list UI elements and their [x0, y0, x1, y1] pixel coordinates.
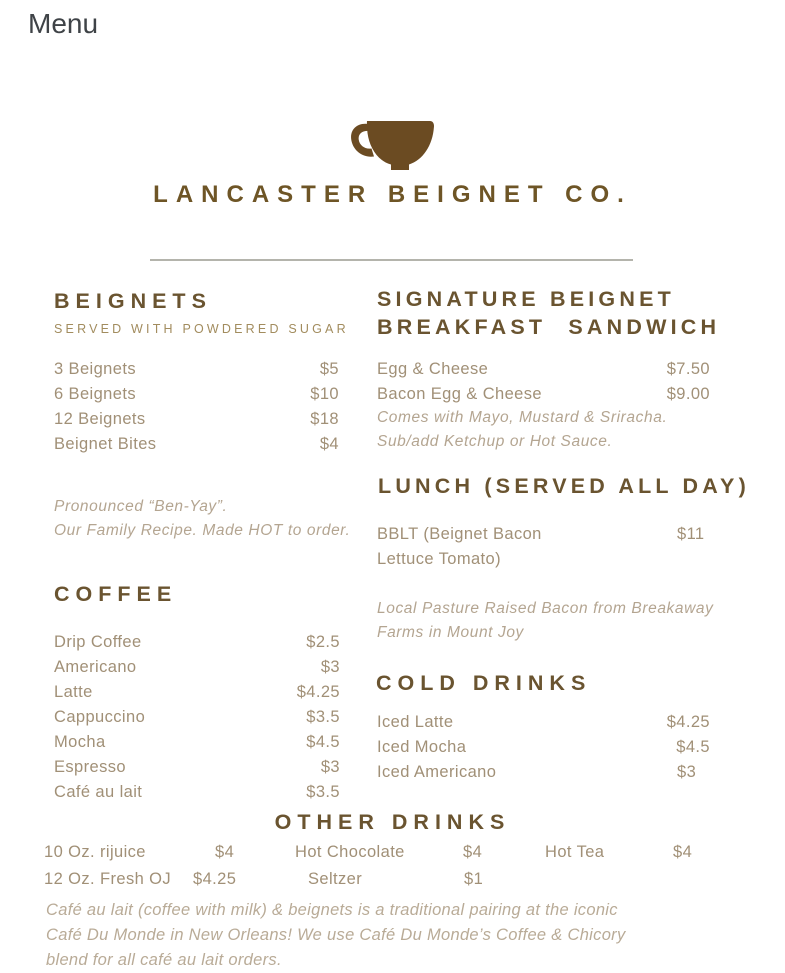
menu-item-row — [54, 630, 340, 655]
item-price: $9.00 — [666, 385, 710, 403]
item-price: $10 — [310, 385, 339, 403]
item-price: $4.5 — [306, 733, 340, 751]
item-name: Hot Tea — [545, 843, 605, 861]
breakfast-list — [377, 357, 710, 407]
item-name: Beignet Bites — [54, 435, 157, 453]
item-name: Cappuccino — [54, 708, 146, 726]
note-line: Local Pasture Raised Bacon from Breakaway — [377, 600, 714, 617]
brand-name: LANCASTER BEIGNET CO. — [153, 181, 632, 208]
item-name: Iced Mocha — [377, 738, 467, 756]
item-price: $18 — [310, 410, 339, 428]
section-title-lunch: LUNCH (SERVED ALL DAY) — [378, 474, 750, 498]
section-title-line: BREAKFAST SANDWICH — [377, 314, 721, 339]
item-name: 6 Beignets — [54, 385, 136, 403]
item-name: 12 Oz. Fresh OJ — [44, 870, 172, 888]
footer-note — [46, 898, 626, 973]
item-price: $7.50 — [666, 360, 710, 378]
section-title-beignets: BEIGNETS — [54, 289, 212, 313]
footer-note-line: blend for all café au lait orders. — [46, 951, 282, 969]
coffee-list — [54, 630, 340, 805]
item-name: 10 Oz. rijuice — [44, 843, 146, 861]
section-subtitle-beignets: SERVED WITH POWDERED SUGAR — [54, 322, 349, 336]
menu-item-row — [54, 407, 339, 432]
item-name: Espresso — [54, 758, 126, 776]
item-name: Mocha — [54, 733, 106, 751]
section-title-other-drinks: OTHER DRINKS — [274, 810, 511, 834]
item-price: $5 — [319, 360, 339, 378]
item-name: Egg & Cheese — [377, 360, 489, 378]
breakfast-note — [377, 406, 667, 453]
menu-item-row — [377, 760, 710, 785]
lunch-note — [377, 597, 713, 644]
section-title-coffee: COFFEE — [54, 582, 178, 606]
item-price: $4.25 — [193, 870, 237, 888]
item-name: Americano — [54, 658, 137, 676]
item-price: $4.25 — [666, 713, 710, 731]
cold-drinks-list — [377, 710, 710, 785]
divider — [150, 259, 633, 261]
item-price: $4.5 — [676, 738, 710, 756]
section-title-cold-drinks: COLD DRINKS — [376, 671, 592, 695]
menu-item-row — [54, 780, 340, 805]
item-price: $3 — [320, 658, 340, 676]
page-title: Menu — [28, 8, 99, 39]
menu-item-row — [377, 735, 710, 760]
beignets-note — [54, 495, 350, 542]
item-price: $3.5 — [306, 783, 340, 801]
coffee-cup-icon — [350, 121, 434, 179]
menu-item-row — [377, 382, 710, 407]
item-name: Drip Coffee — [54, 633, 142, 651]
section-title-line: SIGNATURE BEIGNET — [377, 287, 675, 311]
item-name: 12 Beignets — [54, 410, 146, 428]
other-drinks-row — [44, 843, 692, 862]
item-price: $2.5 — [306, 633, 340, 651]
note-line: Pronounced “Ben-Yay”. — [54, 498, 228, 515]
footer-note-line: Café au lait (coffee with milk) & beignets is a traditional pairing at the iconic — [46, 901, 618, 919]
menu-item-row — [54, 680, 340, 705]
item-price: $3 — [677, 763, 697, 781]
item-price: $4 — [673, 843, 693, 861]
menu-item-row — [377, 522, 710, 572]
item-price: $3.5 — [306, 708, 340, 726]
lunch-list — [377, 522, 710, 572]
menu-item-row — [54, 755, 340, 780]
item-name: Bacon Egg & Cheese — [377, 385, 542, 403]
menu-item-row — [377, 357, 710, 382]
item-price: $4 — [215, 843, 235, 861]
menu-item-row — [54, 382, 339, 407]
note-line: Farms in Mount Joy — [377, 623, 524, 641]
item-name: Hot Chocolate — [295, 843, 405, 861]
item-price: $1 — [464, 870, 484, 888]
item-name: Iced Latte — [377, 713, 454, 731]
note-line: Our Family Recipe. Made HOT to order. — [54, 521, 351, 539]
item-name: BBLT (Beignet Bacon Lettuce Tomato) — [377, 525, 542, 568]
beignets-list — [54, 357, 339, 457]
item-name: Café au lait — [54, 783, 143, 801]
item-name: Latte — [54, 683, 93, 701]
other-drinks-row — [44, 870, 483, 889]
footer-note-line: Café Du Monde in New Orleans! We use Café Du Monde’s Coffee & Chicory — [46, 926, 626, 944]
item-price: $3 — [320, 758, 340, 776]
item-price: $4.25 — [296, 683, 340, 701]
item-name: Iced Americano — [377, 763, 497, 781]
menu-item-row — [54, 655, 340, 680]
item-price: $4 — [463, 843, 483, 861]
item-name: 3 Beignets — [54, 360, 136, 378]
item-price: $11 — [677, 525, 705, 543]
note-line: Sub/add Ketchup or Hot Sauce. — [377, 432, 613, 450]
item-price: $4 — [319, 435, 339, 453]
item-name: Seltzer — [308, 870, 363, 888]
menu-item-row — [54, 357, 339, 382]
section-title-breakfast — [377, 286, 720, 341]
menu-item-row — [54, 432, 339, 457]
note-line: Comes with Mayo, Mustard & Sriracha. — [377, 409, 668, 426]
menu-item-row — [377, 710, 710, 735]
menu-item-row — [54, 730, 340, 755]
menu-item-row — [54, 705, 340, 730]
